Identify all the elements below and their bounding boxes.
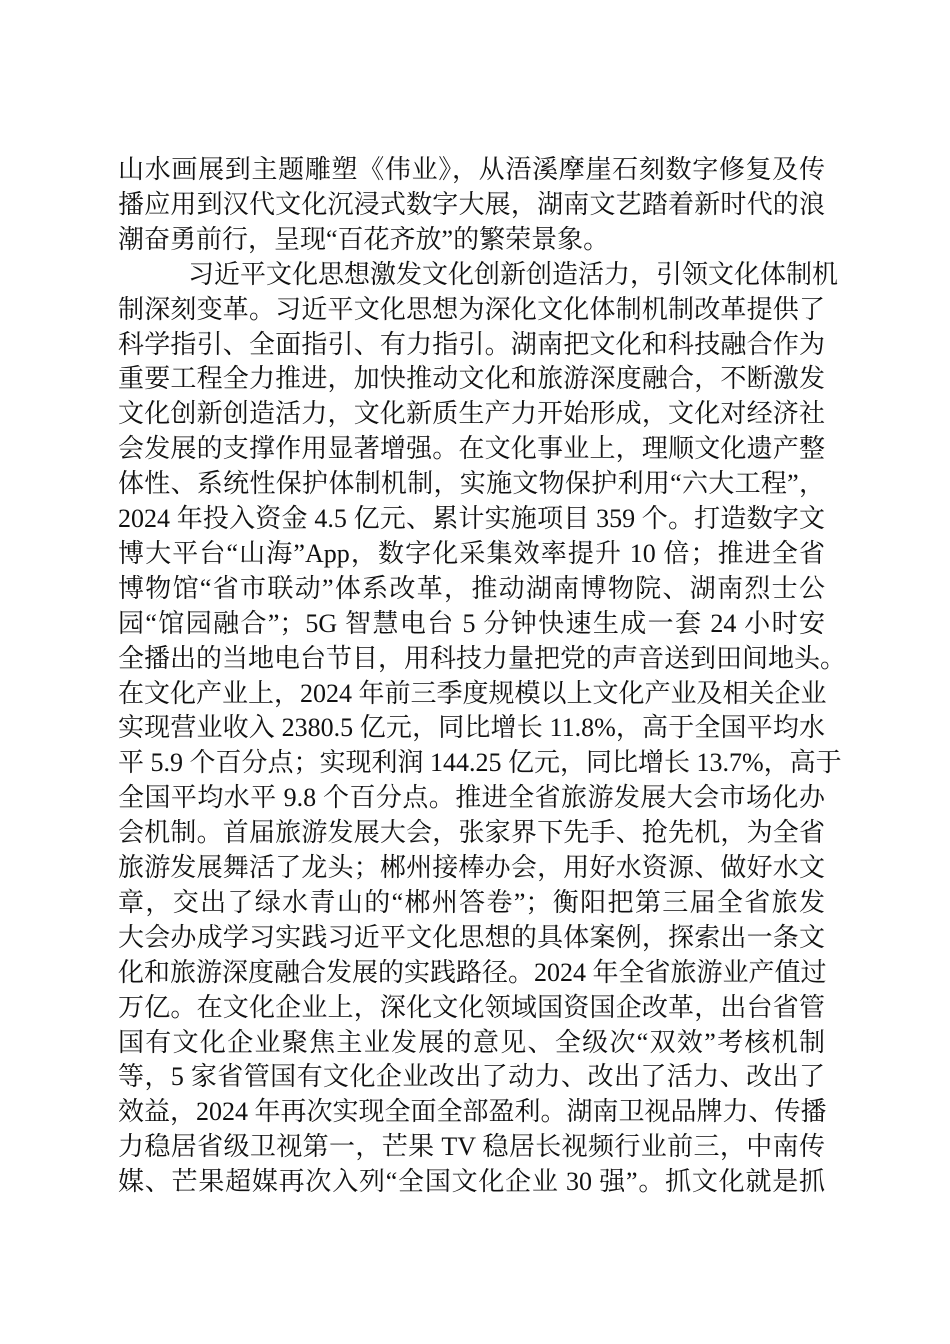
text-line: 化和旅游深度融合发展的实践路径。2024 年全省旅游业产值过: [118, 958, 827, 987]
text-line: 会发展的支撑作用显著增强。在文化事业上，理顺文化遗产整: [118, 434, 825, 463]
text-line: 科学指引、全面指引、有力指引。湖南把文化和科技融合作为: [118, 330, 825, 359]
text-line: 大会办成学习实践习近平文化思想的具体案例，探索出一条文: [118, 923, 825, 952]
text-line: 习近平文化思想激发文化创新创造活力，引领文化体制机: [188, 260, 839, 289]
text-line: 全播出的当地电台节目，用科技力量把党的声音送到田间地头。: [118, 644, 847, 673]
text-line: 2024 年投入资金 4.5 亿元、累计实施项目 359 个。打造数字文: [118, 504, 825, 533]
text-line: 制深刻变革。习近平文化思想为深化文化体制机制改革提供了: [118, 295, 825, 324]
text-line: 博大平台“山海”App，数字化采集效率提升 10 倍；推进全省: [118, 539, 825, 568]
text-line: 播应用到汉代文化沉浸式数字大展，湖南文艺踏着新时代的浪: [118, 190, 825, 219]
text-line: 万亿。在文化企业上，深化文化领域国资国企改革，出台省管: [118, 993, 825, 1022]
text-line: 效益，2024 年再次实现全面全部盈利。湖南卫视品牌力、传播: [118, 1097, 827, 1126]
text-line: 力稳居省级卫视第一，芒果 TV 稳居长视频行业前三，中南传: [118, 1132, 825, 1161]
text-line: 实现营业收入 2380.5 亿元，同比增长 11.8%，高于全国平均水: [118, 713, 825, 742]
text-line: 平 5.9 个百分点；实现利润 144.25 亿元，同比增长 13.7%，高于: [118, 748, 842, 777]
text-line: 会机制。首届旅游发展大会，张家界下先手、抢先机，为全省: [118, 818, 825, 847]
text-line: 章，交出了绿水青山的“郴州答卷”；衡阳把第三届全省旅发: [118, 888, 825, 917]
text-line: 媒、芒果超媒再次入列“全国文化企业 30 强”。抓文化就是抓: [118, 1167, 825, 1196]
text-line: 在文化产业上，2024 年前三季度规模以上文化产业及相关企业: [118, 679, 827, 708]
text-line: 潮奋勇前行，呈现“百花齐放”的繁荣景象。: [118, 225, 610, 254]
text-line: 山水画展到主题雕塑《伟业》，从浯溪摩崖石刻数字修复及传: [118, 155, 825, 184]
text-line: 博物馆“省市联动”体系改革，推动湖南博物院、湖南烈士公: [118, 574, 825, 603]
text-line: 全国平均水平 9.8 个百分点。推进全省旅游发展大会市场化办: [118, 783, 825, 812]
text-line: 体性、系统性保护体制机制，实施文物保护利用“六大工程”，: [118, 469, 825, 498]
text-line: 国有文化企业聚焦主业发展的意见、全级次“双效”考核机制: [118, 1028, 825, 1057]
text-line: 重要工程全力推进，加快推动文化和旅游深度融合，不断激发: [118, 364, 825, 393]
text-line: 旅游发展舞活了龙头；郴州接棒办会，用好水资源、做好水文: [118, 853, 825, 882]
text-line: 等，5 家省管国有文化企业改出了动力、改出了活力、改出了: [118, 1062, 825, 1091]
text-line: 文化创新创造活力，文化新质生产力开始形成，文化对经济社: [118, 399, 825, 428]
text-line: 园“馆园融合”；5G 智慧电台 5 分钟快速生成一套 24 小时安: [118, 609, 825, 638]
